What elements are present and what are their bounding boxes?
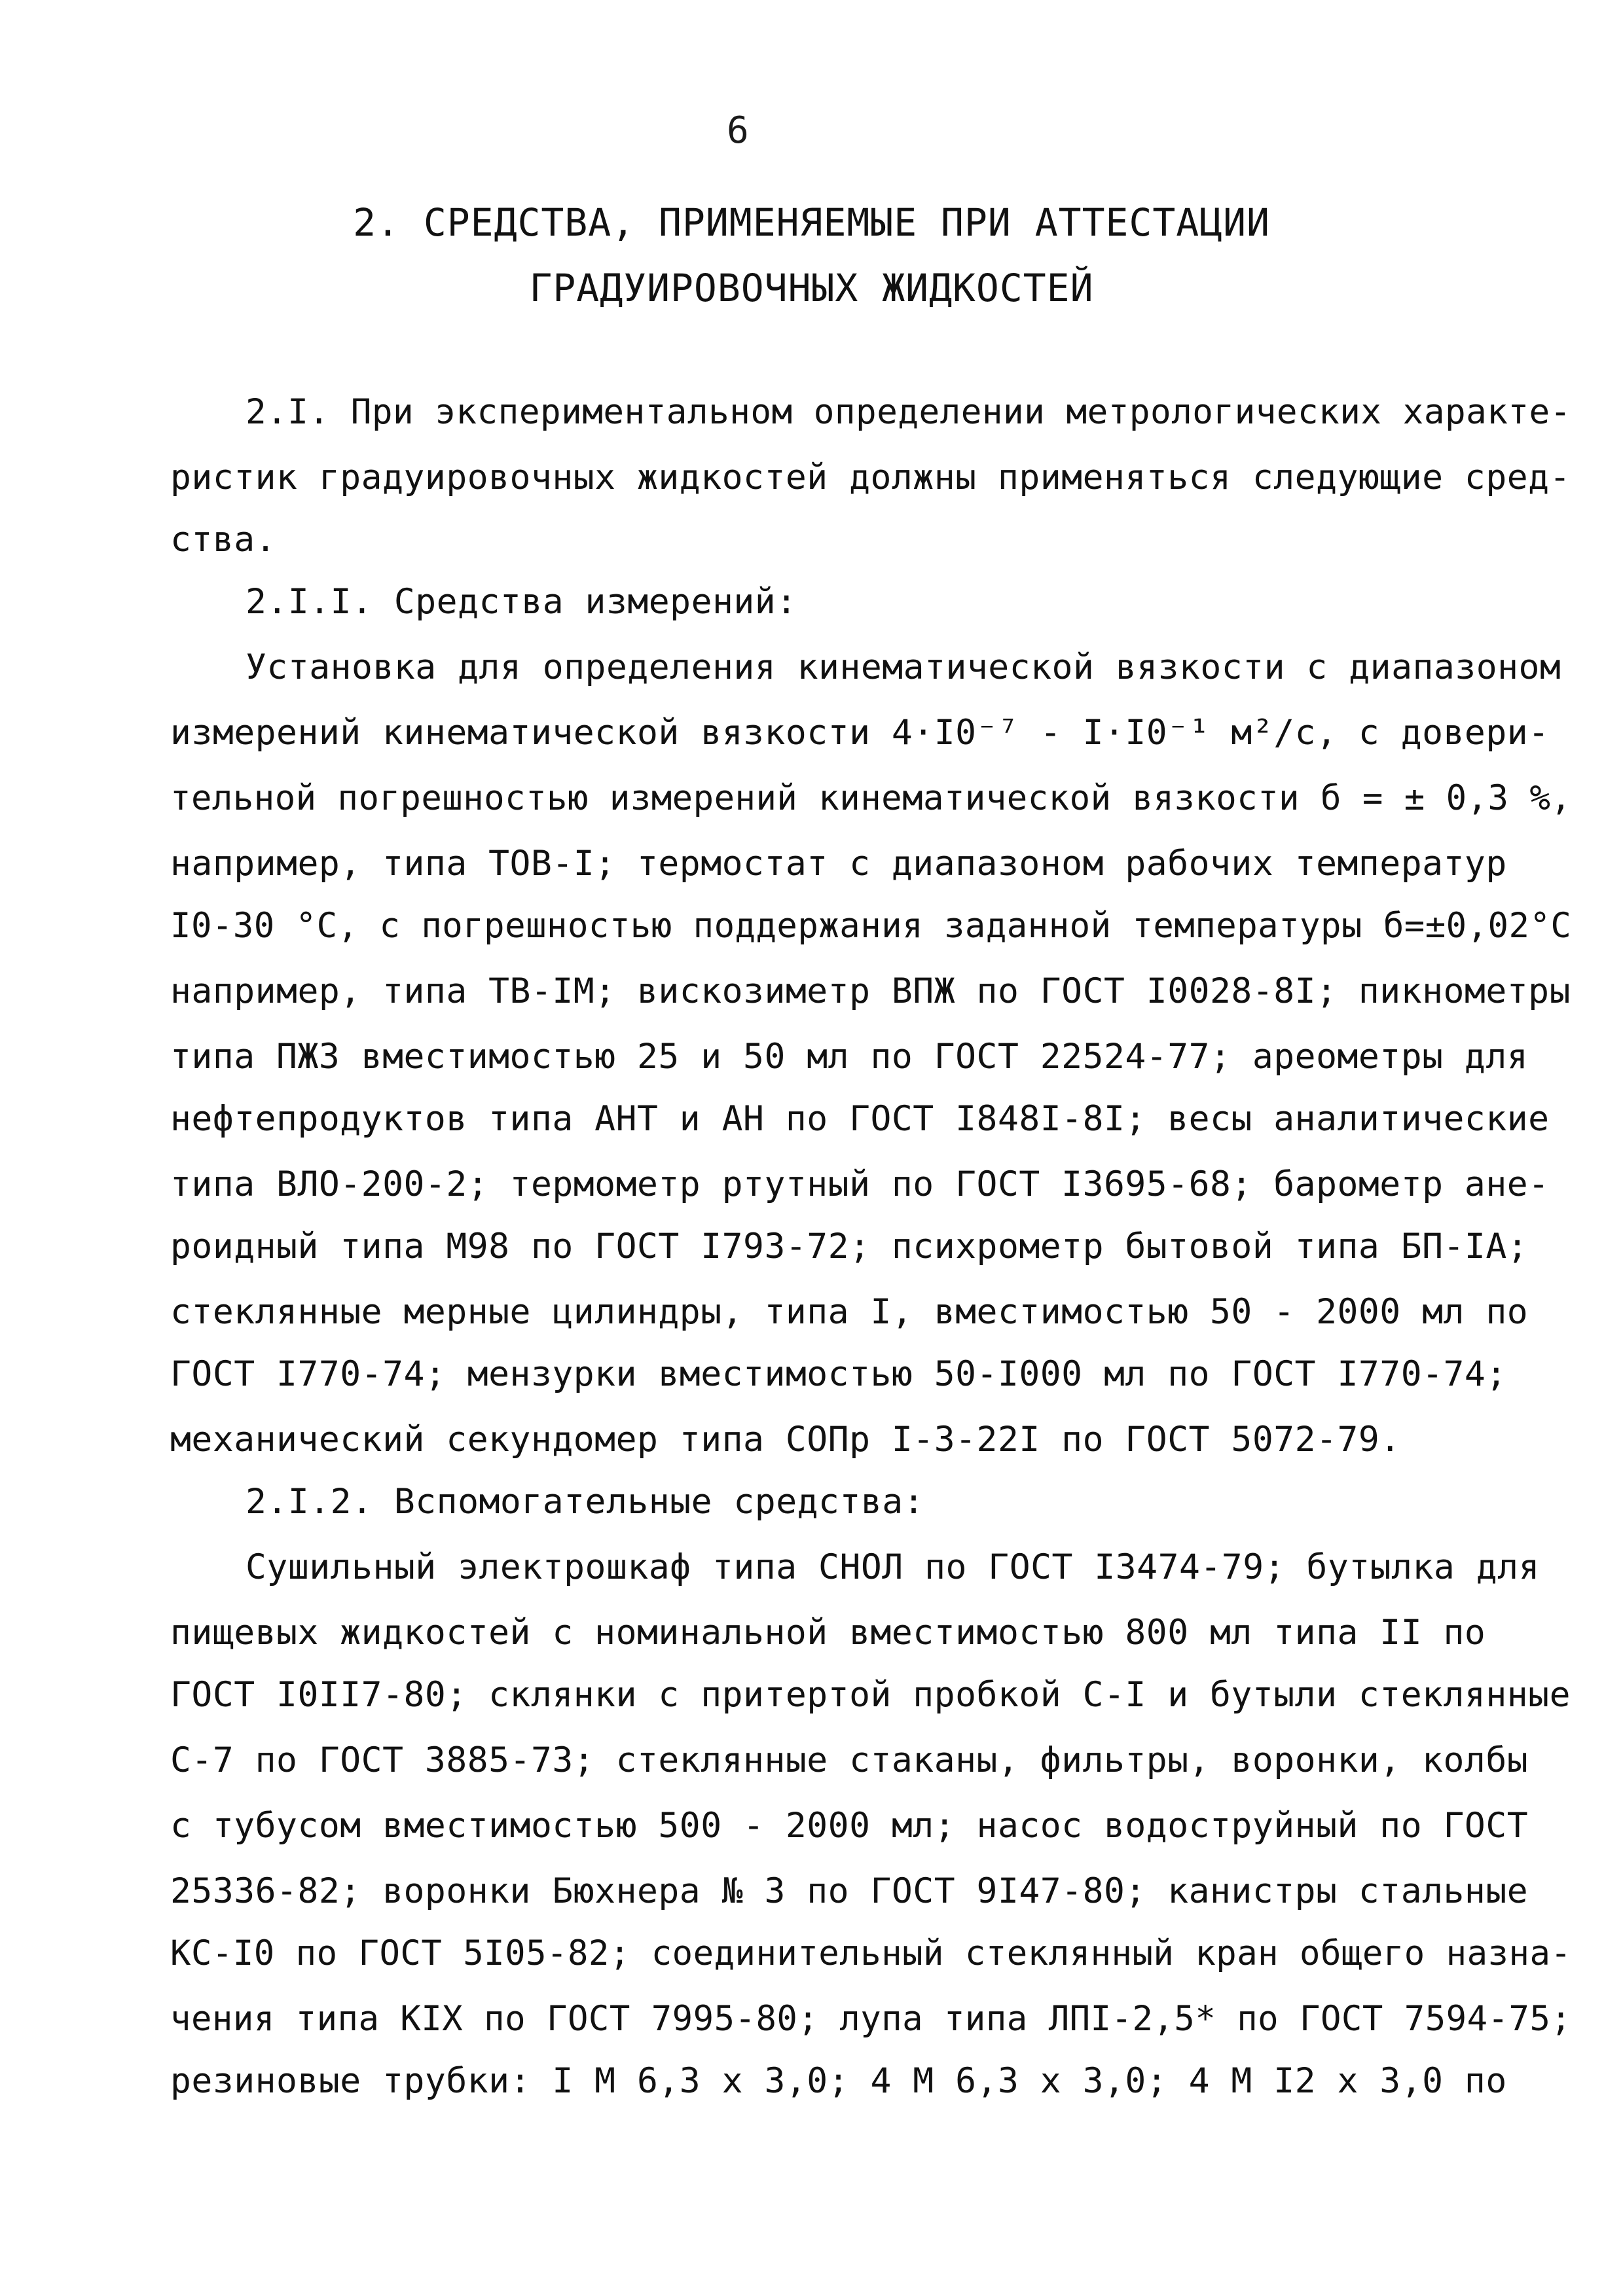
subsection-title: 2.I.I. Средства измерений: (246, 582, 797, 622)
subsection-title: 2.I.2. Вспомогательные средства: (246, 1482, 925, 1522)
text-line: типа ВЛО-200-2; термометр ртутный по ГОСТ I3695-68; барометр ане- (170, 1164, 1550, 1204)
text-line: ГОСТ I0II7-80; склянки с притертой пробкой С-I и бутыли стеклянные (170, 1675, 1571, 1715)
text-line: КС-I0 по ГОСТ 5I05-82; соединительный стеклянный кран общего назна- (170, 1933, 1572, 1973)
text-line: роидный типа М98 по ГОСТ I793-72; психрометр бытовой типа БП-IА; (170, 1227, 1529, 1266)
text-line: с тубусом вместимостью 500 - 2000 мл; насос водоструйный по ГОСТ (170, 1806, 1529, 1846)
text-line: 25336-82; воронки Бюхнера № 3 по ГОСТ 9I47-80; канистры стальные (170, 1871, 1529, 1911)
section-heading-line-2: ГРАДУИРОВОЧНЫХ ЖИДКОСТЕЙ (529, 266, 1094, 310)
text-line: I0-30 °С, с погрешностью поддержания заданной температуры б=±0,02°С (170, 906, 1572, 946)
text-line: измерений кинематической вязкости 4·I0⁻⁷ - I·I0⁻¹ м²/с, с довери- (170, 713, 1550, 753)
text-line: например, типа ТОВ-I; термостат с диапазоном рабочих температур (170, 844, 1507, 884)
text-line: например, типа ТВ-IМ; вискозиметр ВПЖ по ГОСТ I0028-8I; пикнометры (170, 971, 1571, 1011)
text-line: 2.I. При экспериментальном определении метрологических характе- (246, 392, 1571, 432)
page-number: 6 (727, 109, 749, 152)
text-line: чения типа КIХ по ГОСТ 7995-80; лупа типа ЛПI-2,5* по ГОСТ 7594-75; (170, 1999, 1572, 2039)
text-line: типа ПЖЗ вместимостью 25 и 50 мл по ГОСТ 22524-77; ареометры для (170, 1037, 1529, 1077)
text-line: тельной погрешностью измерений кинематической вязкости б = ± 0,3 %, (170, 778, 1572, 818)
text-line: нефтепродуктов типа АНТ и АН по ГОСТ I848I-8I; весы аналитические (170, 1099, 1550, 1139)
text-line: Сушильный электрошкаф типа СНОЛ по ГОСТ I3474-79; бутылка для (246, 1547, 1540, 1587)
text-line: пищевых жидкостей с номинальной вместимостью 800 мл типа II по (170, 1613, 1486, 1653)
text-line: ства. (170, 520, 277, 560)
section-heading-line-1: 2. СРЕДСТВА, ПРИМЕНЯЕМЫЕ ПРИ АТТЕСТАЦИИ (353, 200, 1270, 245)
text-line: резиновые трубки: I М 6,3 х 3,0; 4 М 6,3 х 3,0; 4 М I2 х 3,0 по (170, 2061, 1507, 2101)
text-line: механический секундомер типа СОПр I-3-22I по ГОСТ 5072-79. (170, 1420, 1401, 1460)
text-line: стеклянные мерные цилиндры, типа I, вместимостью 50 - 2000 мл по (170, 1292, 1529, 1332)
text-line: Установка для определения кинематической вязкости с диапазоном (246, 647, 1561, 687)
text-line: ристик градуировочных жидкостей должны применяться следующие сред- (170, 457, 1571, 497)
text-line: ГОСТ I770-74; мензурки вместимостью 50-I000 мл по ГОСТ I770-74; (170, 1354, 1507, 1394)
text-line: С-7 по ГОСТ 3885-73; стеклянные стаканы, фильтры, воронки, колбы (170, 1740, 1529, 1780)
